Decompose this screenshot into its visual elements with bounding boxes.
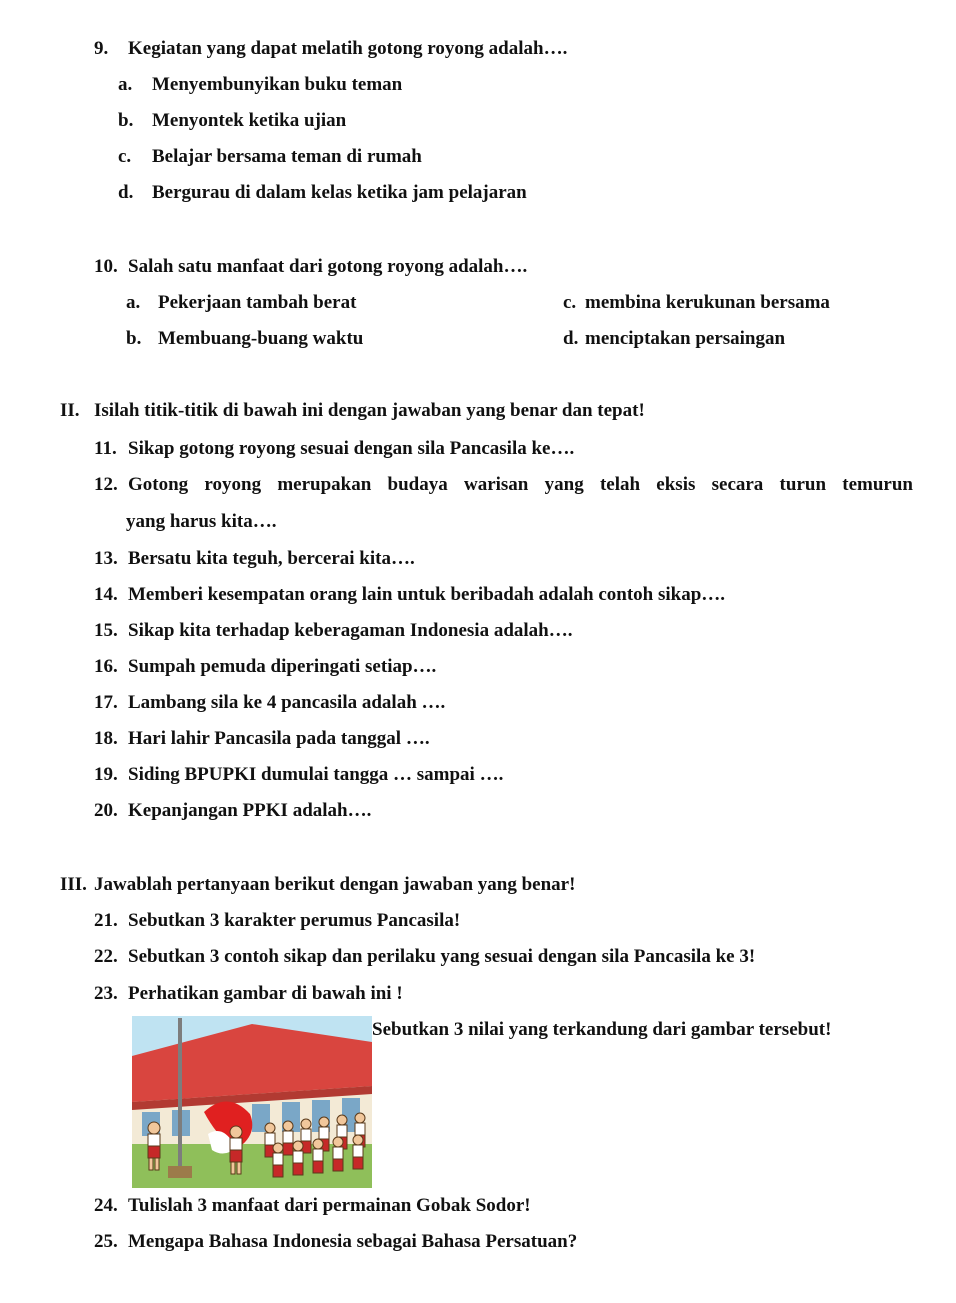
option-letter: c. [118,146,132,167]
section-3-heading [60,874,575,896]
option-10b [126,328,363,350]
question-9 [94,38,567,60]
section-numeral: III. [60,874,87,895]
question-text: Sebutkan 3 contoh sikap dan perilaku yang sesuai dengan sila Pancasila ke 3! [128,946,756,967]
section-numeral: II. [60,400,80,421]
question-text: Siding BPUPKI dumulai tangga … sampai …. [128,764,504,785]
option-text: Membuang-buang waktu [158,328,364,349]
question-text: Sebutkan 3 karakter perumus Pancasila! [128,910,461,931]
option-10a [126,292,356,314]
question-number: 13. [94,548,118,569]
question-number: 12. [94,474,118,495]
question-10 [94,256,527,278]
question-number: 24. [94,1195,118,1216]
question-19 [94,764,503,786]
question-text: Tulislah 3 manfaat dari permainan Gobak Sodor! [128,1195,531,1216]
option-10c [563,292,830,314]
question-16 [94,656,436,678]
question-17 [94,692,445,714]
option-letter: a. [126,292,141,313]
question-21 [94,910,460,932]
question-25 [94,1231,577,1253]
option-9a [118,74,402,96]
option-letter: c. [563,292,577,313]
question-text: Bersatu kita teguh, bercerai kita…. [128,548,415,569]
question-number: 23. [94,983,118,1004]
question-text: Kepanjangan PPKI adalah…. [128,800,372,821]
option-text: Menyontek ketika ujian [152,110,347,131]
question-23 [94,983,403,1005]
question-20 [94,800,371,822]
question-text: Mengapa Bahasa Indonesia sebagai Bahasa Persatuan? [128,1231,578,1252]
flag-ceremony-illustration [132,1016,372,1188]
section-heading-text: Isilah titik-titik di bawah ini dengan jawaban yang benar dan tepat! [94,400,645,421]
option-letter: b. [126,328,142,349]
question-text: Perhatikan gambar di bawah ini ! [128,983,403,1004]
question-number: 11. [94,438,117,459]
question-text: Gotong royong merupakan budaya warisan yang telah eksis secara turun temurun [128,474,913,495]
question-text: Salah satu manfaat dari gotong royong adalah…. [128,256,528,277]
option-9c [118,146,422,168]
question-number: 18. [94,728,118,749]
question-text: Sikap gotong royong sesuai dengan sila Pancasila ke…. [128,438,575,459]
question-number: 22. [94,946,118,967]
question-14 [94,584,725,606]
question-22 [94,946,755,968]
option-letter: d. [563,328,579,349]
option-text: Bergurau di dalam kelas ketika jam pelajaran [152,182,527,203]
question-number: 10. [94,256,118,277]
question-number: 25. [94,1231,118,1252]
question-12 [94,474,913,496]
option-text: membina kerukunan bersama [585,292,830,313]
question-24 [94,1195,531,1217]
option-letter: b. [118,110,134,131]
question-text: Hari lahir Pancasila pada tanggal …. [128,728,430,749]
question-number: 9. [94,38,109,59]
question-12-continuation: yang harus kita…. [126,511,277,532]
question-number: 19. [94,764,118,785]
option-letter: d. [118,182,134,203]
option-9b [118,110,346,132]
question-text: Memberi kesempatan orang lain untuk beribadah adalah contoh sikap…. [128,584,726,605]
question-18 [94,728,430,750]
option-10d [563,328,785,350]
question-23-instruction: Sebutkan 3 nilai yang terkandung dari gambar tersebut! [372,1019,832,1040]
question-number: 20. [94,800,118,821]
question-13 [94,548,415,570]
question-text: Sumpah pemuda diperingati setiap…. [128,656,437,677]
question-text: Kegiatan yang dapat melatih gotong royong adalah…. [128,38,568,59]
question-number: 17. [94,692,118,713]
question-number: 16. [94,656,118,677]
option-text: Menyembunyikan buku teman [152,74,403,95]
option-9d [118,182,527,204]
question-text: Lambang sila ke 4 pancasila adalah …. [128,692,446,713]
option-letter: a. [118,74,133,95]
question-11 [94,438,574,460]
question-text: Sikap kita terhadap keberagaman Indonesia adalah…. [128,620,573,641]
option-text: Belajar bersama teman di rumah [152,146,422,167]
section-heading-text: Jawablah pertanyaan berikut dengan jawaban yang benar! [94,874,576,895]
question-number: 15. [94,620,118,641]
question-number: 21. [94,910,118,931]
option-text: Pekerjaan tambah berat [158,292,357,313]
option-text: menciptakan persaingan [585,328,786,349]
section-2-heading [60,400,645,422]
question-number: 14. [94,584,118,605]
question-15 [94,620,573,642]
